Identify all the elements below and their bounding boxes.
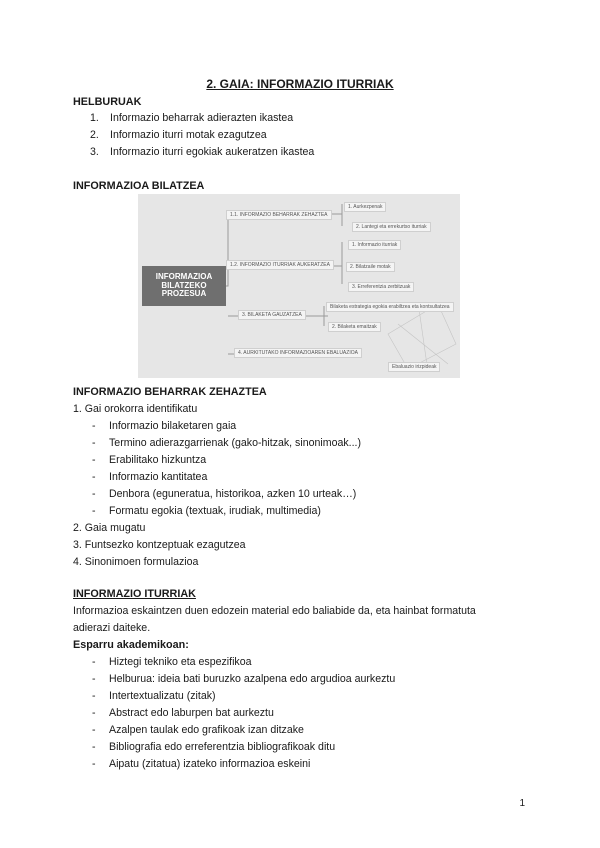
sub-item: Informazio kantitatea [109,471,208,483]
step: 2. Gaia mugatu [73,522,146,534]
iturriak-heading: INFORMAZIO ITURRIAK [73,588,196,600]
helburuak-heading: HELBURUAK [73,96,142,108]
process-diagram [138,194,460,378]
dash: - [92,420,96,432]
diagram-branch: 3. BILAKETA GAUZATZEA [238,310,306,320]
dash: - [92,471,96,483]
diagram-branch: 1.1. INFORMAZIO BEHARRAK ZEHAZTEA [226,210,332,220]
sub-item: Hiztegi tekniko eta espezifikoa [109,656,252,668]
step: 3. Funtsezko kontzeptuak ezagutzea [73,539,246,551]
sub-item: Intertextualizatu (zitak) [109,690,216,702]
beharrak-heading: INFORMAZIO BEHARRAK ZEHAZTEA [73,386,267,398]
diagram-leaf: 1. Aurkezpenak [344,202,386,212]
diagram-main-box: INFORMAZIOA BILATZEKO PROZESUA [142,266,226,306]
list-item-text: Informazio iturri egokiak aukeratzen ikastea [110,146,315,158]
diagram-leaf: 2. Bilaketa emaitzak [328,322,381,332]
sub-item: Abstract edo laburpen bat aurkeztu [109,707,274,719]
sub-item: Denbora (eguneratua, historikoa, azken 10 urteak…) [109,488,357,500]
diagram-leaf: Bilaketa estrategia egokia erabiltzea eta kontsultatzea [326,302,454,312]
paragraph-line: Informazioa eskaintzen duen edozein material edo baliabide da, eta hainbat formatuta [73,605,476,617]
paragraph-line: adierazi daiteke. [73,622,151,634]
sub-item: Helburua: ideia bati buruzko azalpena edo argudioa aurkeztu [109,673,396,685]
sub-item: Azalpen taulak edo grafikoak izan ditzake [109,724,304,736]
dash: - [92,758,96,770]
dash: - [92,454,96,466]
list-item: 1. [90,112,99,124]
sub-item: Informazio bilaketaren gaia [109,420,237,432]
diagram-leaf: 2. Bilatzaile motak [346,262,395,272]
diagram-leaf: 2. Lantegi eta errekurtso iturriak [352,222,431,232]
diagram-leaf: Ebaluazio irizpideak [388,362,440,372]
dash: - [92,724,96,736]
sub-item: Erabilitako hizkuntza [109,454,207,466]
dash: - [92,488,96,500]
sub-item: Aipatu (zitatua) izateko informazioa eskeini [109,758,311,770]
page-title: 2. GAIA: INFORMAZIO ITURRIAK [206,77,394,91]
diagram-branch: 4. AURKITUTAKO INFORMAZIOAREN EBALUAZIOA [234,348,362,358]
dash: - [92,656,96,668]
dash: - [92,437,96,449]
page-number: 1 [519,798,525,809]
sub-item: Bibliografia edo erreferentzia bibliografikoak ditu [109,741,336,753]
diagram-leaf: 1. Informazio iturriak [348,240,401,250]
diagram-branch: 1.2. INFORMAZIO ITURRIAK AUKERATZEA [226,260,334,270]
dash: - [92,741,96,753]
dash: - [92,505,96,517]
esparru-label: Esparru akademikoan: [73,639,189,651]
step-1: 1. Gai orokorra identifikatu [73,403,198,415]
list-item-text: Informazio beharrak adierazten ikastea [110,112,294,124]
list-item-text: Informazio iturri motak ezagutzea [110,129,267,141]
dash: - [92,690,96,702]
list-item: 2. [90,129,99,141]
sub-item: Formatu egokia (textuak, irudiak, multimedia) [109,505,321,517]
diagram-leaf: 3. Erreferentzia zerbitzuak [348,282,414,292]
list-item: 3. [90,146,99,158]
step: 4. Sinonimoen formulazioa [73,556,199,568]
dash: - [92,707,96,719]
dash: - [92,673,96,685]
sub-item: Termino adierazgarrienak (gako-hitzak, sinonimoak...) [109,437,362,449]
bilatzea-heading: INFORMAZIOA BILATZEA [73,180,205,192]
